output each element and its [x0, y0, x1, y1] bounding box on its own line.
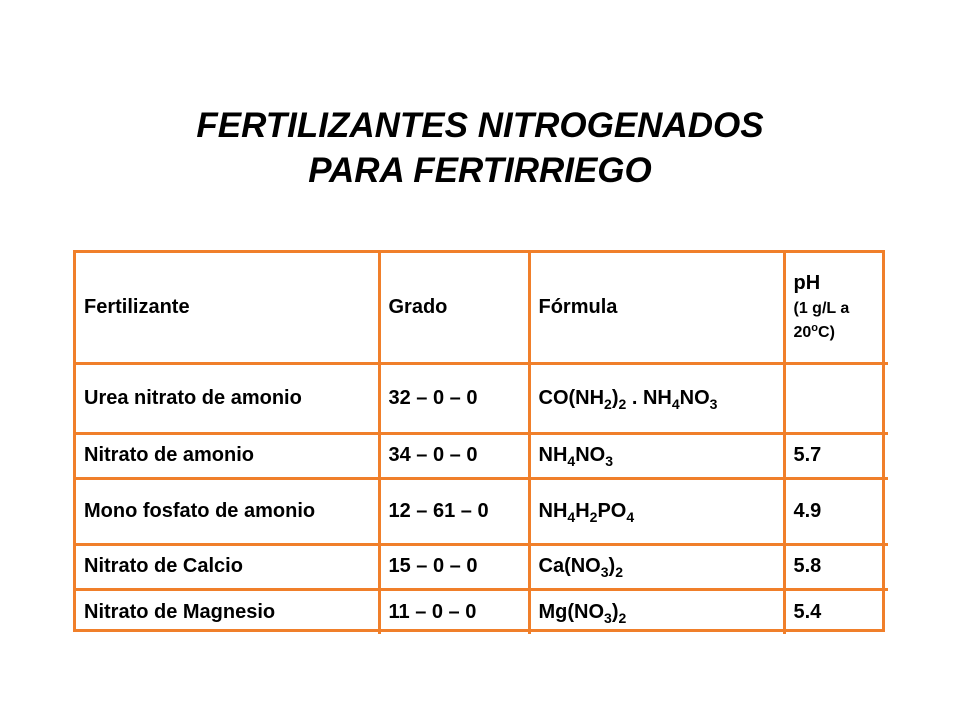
formula-subscript: 4	[626, 508, 635, 525]
cell-grado: 15 – 0 – 0	[379, 544, 529, 589]
cell-fertilizante: Urea nitrato de amonio	[76, 363, 379, 433]
formula-subscript: 2	[589, 508, 598, 525]
slide-title	[60, 103, 900, 193]
header-ph-note	[794, 297, 881, 345]
table-row	[76, 589, 888, 634]
formula-subscript: 2	[615, 564, 623, 580]
cell-formula: $CO(NH_2)_2$ . $NH_4NO_3$	[529, 363, 784, 433]
cell-fertilizante: Nitrato de amonio	[76, 433, 379, 478]
ph-note-suffix: C)	[818, 324, 835, 342]
table-header-row	[76, 253, 888, 363]
cell-ph	[784, 363, 888, 433]
ph-note-degree: o	[811, 322, 819, 335]
formula-subscript: 2	[618, 609, 627, 626]
header-ph	[784, 253, 888, 363]
header-grado: Grado	[379, 253, 529, 363]
table-row	[76, 363, 888, 433]
fertilizer-table-frame	[73, 250, 885, 632]
formula-subscript: 4	[567, 453, 576, 469]
formula-subscript: 3	[604, 609, 612, 626]
header-ph-label: pH	[793, 272, 821, 295]
formula-subscript: 3	[600, 564, 609, 580]
formula-subscript: 4	[671, 395, 680, 412]
title-line-1: FERTILIZANTES NITROGENADOS	[196, 106, 764, 145]
fertilizer-table	[76, 253, 888, 634]
cell-fertilizante: Nitrato de Calcio	[76, 544, 379, 589]
formula-subscript: 3	[605, 453, 613, 469]
formula-subscript: 4	[567, 508, 576, 525]
cell-fertilizante: Mono fosfato de amonio	[76, 478, 379, 544]
ph-note-prefix: (1 g/L a 20	[793, 300, 850, 342]
cell-formula: $NH_4NO_3$	[529, 433, 784, 478]
table-row	[76, 478, 888, 544]
cell-formula: $Ca(NO_3)_2$	[529, 544, 784, 589]
cell-formula: $NH_4H_2PO_4$	[529, 478, 784, 544]
cell-ph: 5.7	[784, 433, 888, 478]
cell-formula: $Mg(NO_3)_2$	[529, 589, 784, 634]
title-line-2: PARA FERTIRRIEGO	[308, 151, 652, 190]
table-row	[76, 433, 888, 478]
cell-grado: 32 – 0 – 0	[379, 363, 529, 433]
formula-subscript: 2	[604, 395, 612, 412]
formula-subscript: 3	[709, 395, 718, 412]
cell-grado: 12 – 61 – 0	[379, 478, 529, 544]
table-row	[76, 544, 888, 589]
cell-fertilizante: Nitrato de Magnesio	[76, 589, 379, 634]
cell-ph: 5.4	[784, 589, 888, 634]
cell-ph: 4.9	[784, 478, 888, 544]
header-formula: Fórmula	[529, 253, 784, 363]
header-fertilizante: Fertilizante	[76, 253, 379, 363]
cell-grado: 11 – 0 – 0	[379, 589, 529, 634]
formula-subscript: 2	[618, 395, 627, 412]
cell-grado: 34 – 0 – 0	[379, 433, 529, 478]
cell-ph: 5.8	[784, 544, 888, 589]
